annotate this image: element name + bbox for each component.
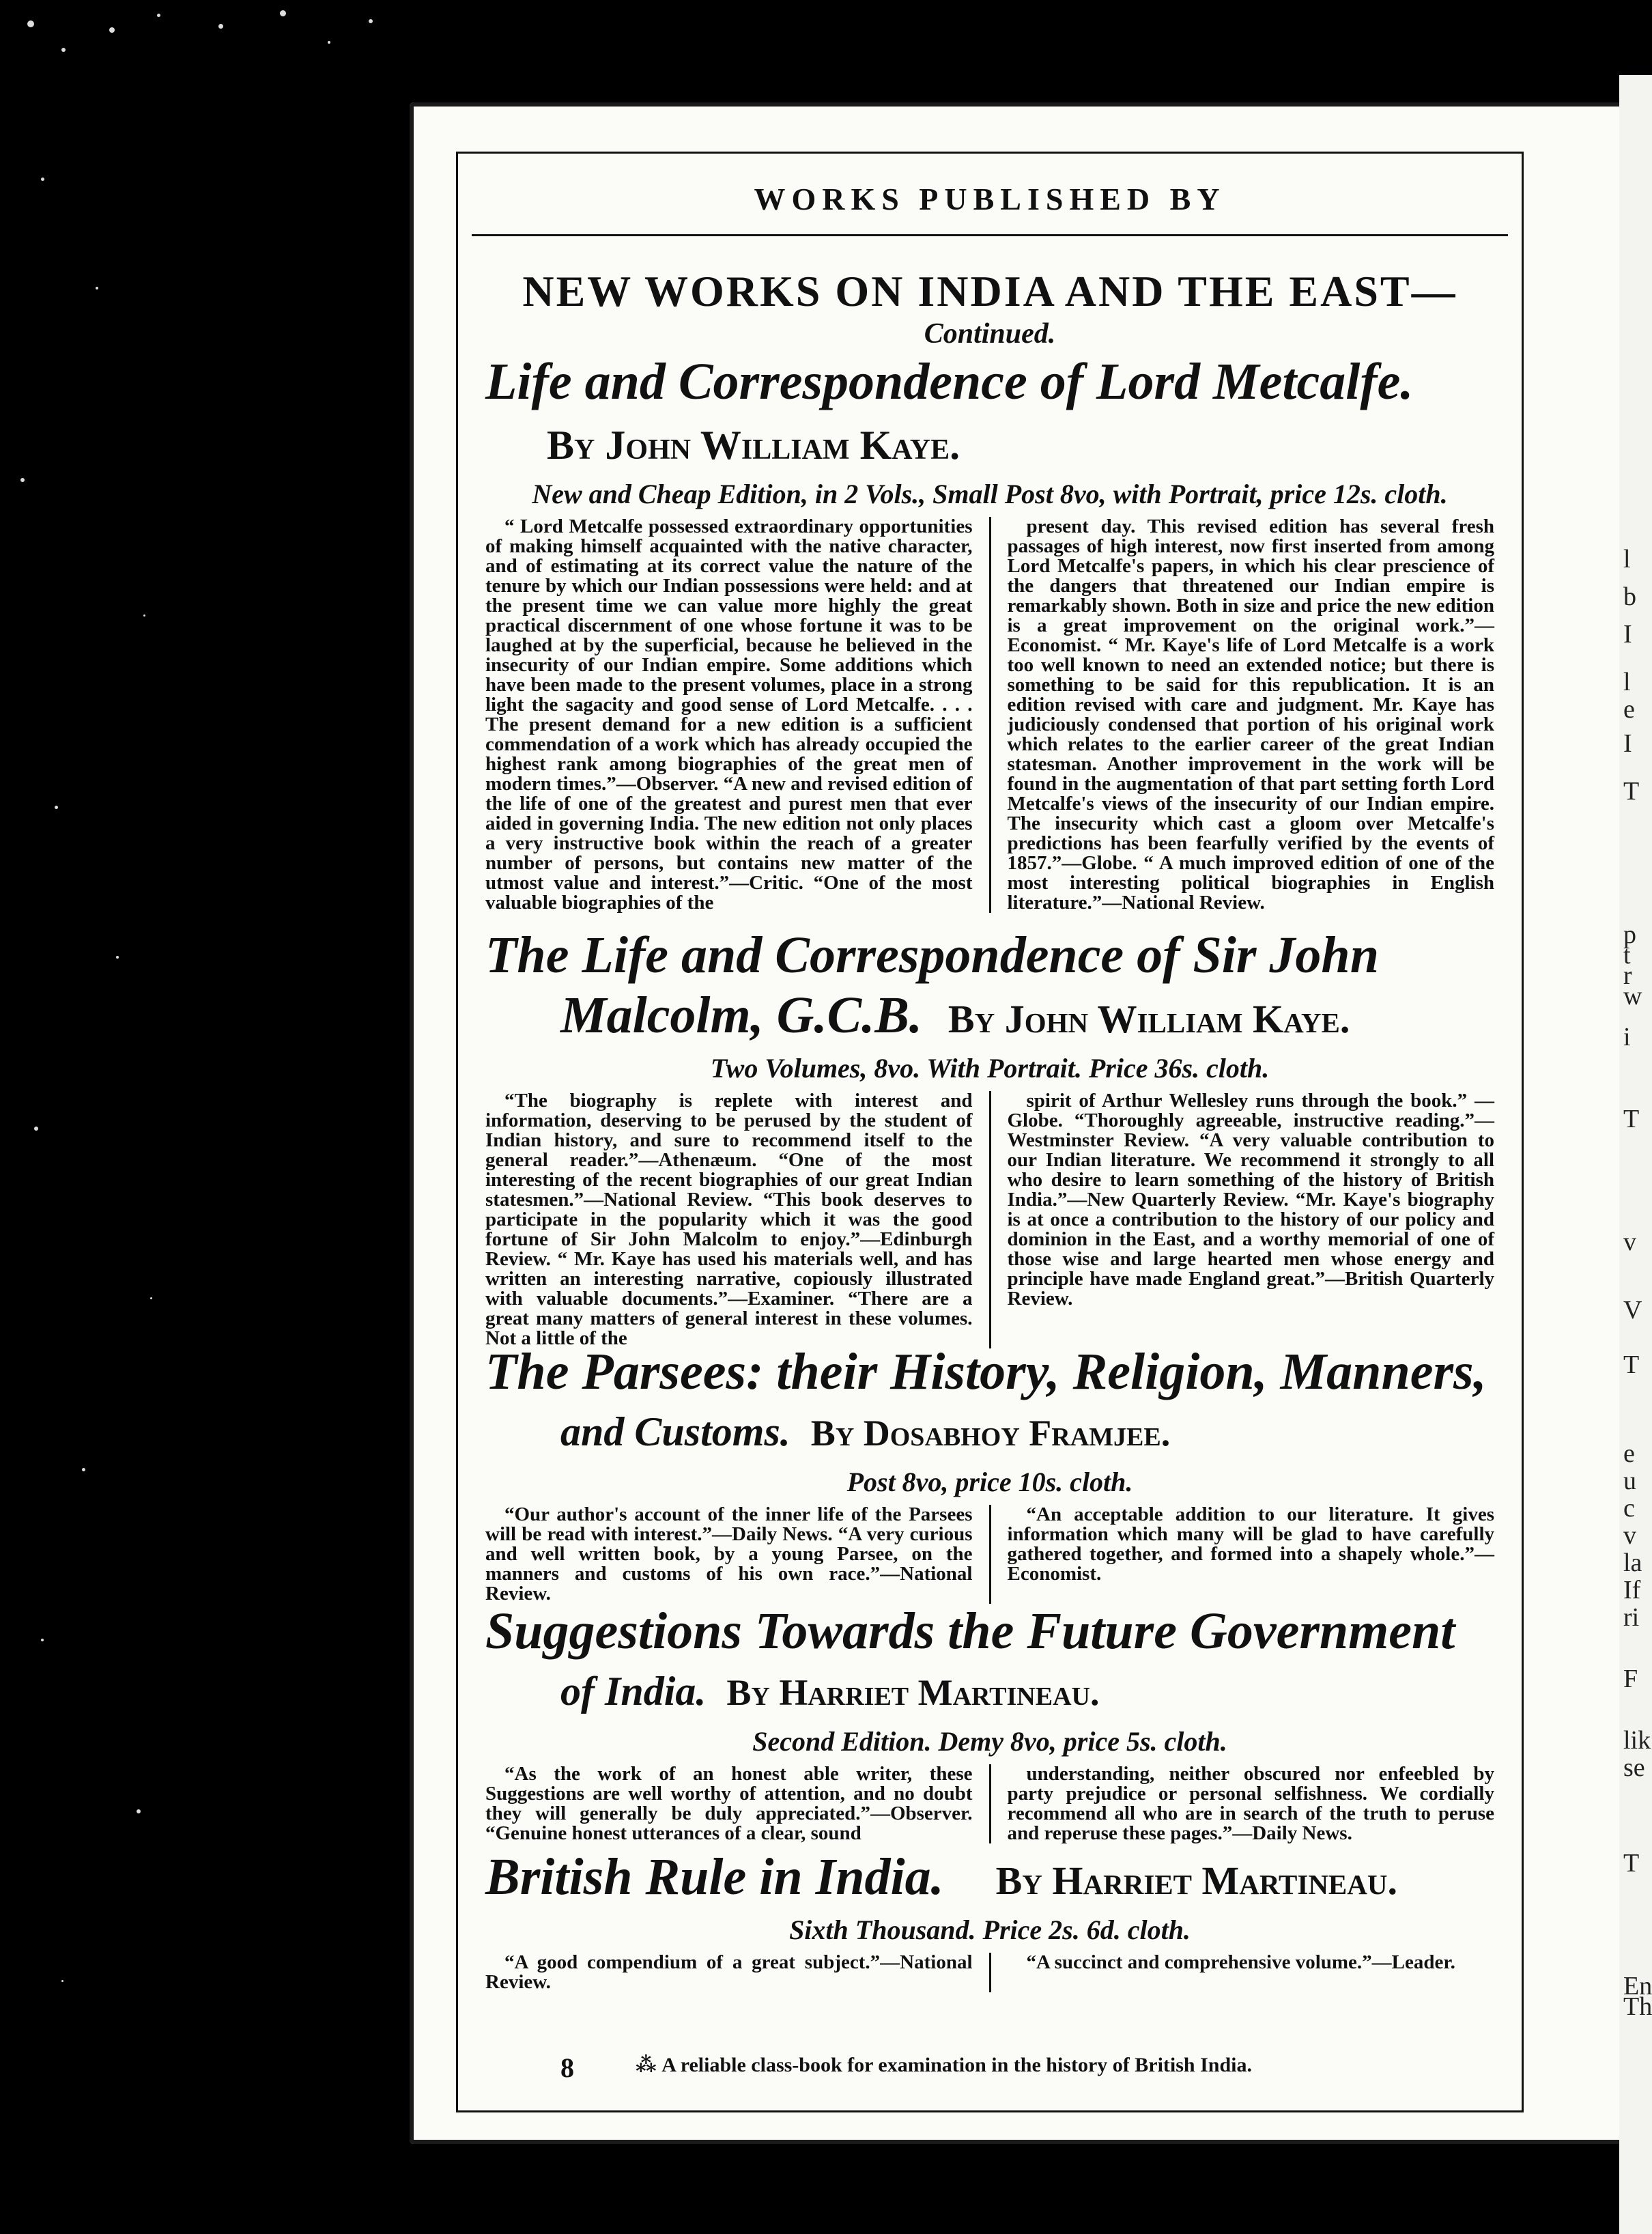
header-rule xyxy=(472,234,1508,236)
asterism-icon: ⁂ xyxy=(636,2054,662,2076)
column-divider xyxy=(989,1764,991,1843)
scan-speck xyxy=(55,806,58,809)
book-title: The Parsees: their History, Religion, Manners, xyxy=(485,1343,1487,1400)
edge-fragment: e xyxy=(1623,1439,1635,1468)
scan-speck xyxy=(137,1809,141,1813)
review-column-right: understanding, neither obscured nor enfeebled by party prejudice or personal selfishness. We cordially recommend all who are in search of the truth to peruse and reperuse these pages.”—Daily News. xyxy=(1007,1763,1494,1844)
book-edition: Two Volumes, 8vo. With Portrait. Price 36s. cloth. xyxy=(710,1053,1270,1084)
scan-speck xyxy=(96,287,98,289)
edge-fragment: c xyxy=(1623,1494,1635,1523)
book-title-cont: of India. xyxy=(560,1669,707,1714)
book-byline: By John William Kaye. xyxy=(948,997,1350,1041)
review-columns xyxy=(485,1764,1494,1843)
book-title: Life and Correspondence of Lord Metcalfe. xyxy=(485,353,1414,410)
edge-fragment: En xyxy=(1623,1972,1652,2000)
scan-speck xyxy=(280,10,286,16)
scan-speck xyxy=(369,19,373,23)
book-title-cont: and Customs. xyxy=(560,1409,791,1454)
edge-fragment: v xyxy=(1623,1228,1636,1256)
scan-speck xyxy=(116,956,119,959)
book-byline: By Harriet Martineau. xyxy=(726,1672,1100,1713)
edge-fragment: la xyxy=(1623,1549,1642,1577)
section-continued: Continued. xyxy=(924,318,1056,350)
scan-speck xyxy=(328,41,330,44)
edge-fragment: T xyxy=(1623,1105,1640,1133)
scan-speck xyxy=(34,1127,38,1131)
scan-speck xyxy=(218,24,223,29)
edge-fragment: If xyxy=(1623,1576,1641,1604)
edge-fragment: l xyxy=(1623,668,1631,696)
edge-fragment: Th xyxy=(1623,1992,1652,2021)
review-columns xyxy=(485,1953,1494,1992)
scan-speck xyxy=(82,1468,85,1471)
edge-fragment: V xyxy=(1623,1296,1642,1325)
running-header: WORKS PUBLISHED BY xyxy=(754,182,1226,216)
review-column-left: “Our author's account of the inner life of the Parsees will be read with interest.”—Daily News. “A very curious and well written book, by a young Parsee, on the manners and customs of his own race.”—National Review. xyxy=(485,1503,973,1604)
edge-fragment: v xyxy=(1623,1521,1636,1550)
book-edition: Post 8vo, price 10s. cloth. xyxy=(846,1467,1133,1497)
review-column-left: “A good compendium of a great subject.”—National Review. xyxy=(485,1951,973,1993)
scan-speck xyxy=(20,478,25,482)
edge-fragment: p xyxy=(1623,920,1636,949)
edge-fragment: se xyxy=(1623,1753,1645,1782)
edge-fragment: r xyxy=(1623,961,1632,990)
edge-fragment: T xyxy=(1623,777,1640,806)
edge-fragment: F xyxy=(1623,1665,1638,1693)
section-title: NEW WORKS ON INDIA AND THE EAST— xyxy=(522,267,1457,315)
column-divider xyxy=(989,1091,991,1348)
edge-fragment: ri xyxy=(1623,1603,1640,1632)
edge-fragment: l xyxy=(1623,545,1631,574)
edge-fragment: i xyxy=(1623,1023,1631,1051)
book-byline: By John William Kaye. xyxy=(547,423,960,468)
book-edition: Second Edition. Demy 8vo, price 5s. cloth. xyxy=(752,1726,1227,1757)
scan-speck xyxy=(27,20,34,27)
book-edition: New and Cheap Edition, in 2 Vols., Small Post 8vo, with Portrait, price 12s. cloth. xyxy=(532,479,1448,509)
page-frame xyxy=(456,152,1524,2112)
page-number: 8 xyxy=(560,2052,574,2083)
column-divider xyxy=(989,517,991,913)
scan-speck xyxy=(41,1639,44,1641)
edge-fragment: T xyxy=(1623,1849,1640,1878)
review-column-right: present day. This revised edition has several fresh passages of high interest, now first inserted from among Lord Metcalfe's papers, in which his clear prescience of the dangers that threatened our Indian empire is remarkably shown. Both in size and price the new edition is a great improvement on the original work.”—Economist. “ Mr. Kaye's life of Lord Metcalfe is a work too well known to need an extended notice; but there is something to be said for this republication. It is an edition revised with care and judgment. Mr. Kaye has judiciously condensed that portion of his original work which relates to the earlier career of the great Indian statesman. Another improvement in the work will be found in the augmentation of that part setting forth Lord Metcalfe's views of the insecurity of our Indian empire. The insecurity which cast a gloom over Metcalfe's predictions has been fearfully verified by the events of 1857.”—Globe. “ A much improved edition of one of the most interesting political biographies in English literature.”—National Review. xyxy=(1007,515,1494,914)
footer-note: ⁂ A reliable class-book for examination in the history of British India. xyxy=(636,2054,1252,2076)
review-columns xyxy=(485,517,1494,913)
edge-fragment: u xyxy=(1623,1467,1636,1495)
column-divider xyxy=(989,1953,991,1992)
column-divider xyxy=(989,1505,991,1604)
book-entry-british-rule xyxy=(485,1847,1494,1992)
book-entry-malcolm xyxy=(485,925,1494,1348)
adjacent-page-edge xyxy=(1619,75,1652,2234)
scan-speck xyxy=(157,14,160,17)
book-title: The Life and Correspondence of Sir John xyxy=(485,927,1379,984)
scan-speck xyxy=(61,1980,63,1982)
book-byline: By Dosabhoy Framjee. xyxy=(810,1413,1171,1454)
scan-speck xyxy=(41,178,44,181)
review-column-right: “An acceptable addition to our literature. It gives information which many will be glad to have carefully gathered together, and formed into a shapely whole.”—Economist. xyxy=(1007,1503,1494,1585)
book-entry-suggestions xyxy=(485,1601,1494,1843)
book-entry-parsees xyxy=(485,1342,1494,1604)
review-columns xyxy=(485,1091,1494,1348)
review-column-right: spirit of Arthur Wellesley runs through the book.” —Globe. “Thoroughly agreeable, instructive reading.”—Westminster Review. “A very valuable contribution to our Indian literature. We recommend it strongly to all who desire to learn something of the history of British India.”—New Quarterly Review. “Mr. Kaye's biography is at once a contribution to the history of our policy and dominion in the East, and a worthy memorial of one of those wise and large hearted men whose energy and principle have made England great.”—British Quarterly Review. xyxy=(1007,1090,1494,1310)
book-edition: Sixth Thousand. Price 2s. 6d. cloth. xyxy=(789,1914,1191,1945)
review-column-left: “The biography is replete with interest and information, deserving to be perused by the student of Indian history, and sure to recommend itself to the general reader.”—Athenæum. “One of the most interesting of the recent biographies of our great Indian statesmen.”—National Review. “This book deserves to participate in the popularity which it was the good fortune of Sir John Malcolm to enjoy.”—Edinburgh Review. “ Mr. Kaye has used his materials well, and has written an interesting narrative, copiously illustrated with valuable documents.”—Examiner. “There are a great many matters of general interest in these volumes. Not a little of the xyxy=(485,1090,973,1349)
book-title: Suggestions Towards the Future Government xyxy=(485,1602,1455,1660)
book-entry-metcalfe xyxy=(485,352,1494,913)
review-column-left: “As the work of an honest able writer, these Suggestions are well worthy of attention, and no doubt they will generally be duly appreciated.”—Observer. “Genuine honest utterances of a clear, sound xyxy=(485,1763,973,1844)
edge-fragment: b xyxy=(1623,582,1636,611)
review-columns xyxy=(485,1505,1494,1604)
edge-fragment: T xyxy=(1623,1351,1640,1379)
review-column-left: “ Lord Metcalfe possessed extraordinary opportunities of making himself acquainted with the native character, and of estimating at its correct value the nature of the tenure by which our Indian possessions were held: and at the present time we can value more highly the great practical discernment of one whose fortune it was to be laughed at by the superficial, because he believed in the insecurity of our Indian empire. Some additions which have been made to the present volumes, place in a strong light the sagacity and good sense of Lord Metcalfe. . . . The present demand for a new edition is a sufficient commendation of a work which has already occupied the highest rank among biographies of the great men of modern times.”—Observer. “A new and revised edition of the life of one of the greatest and purest men that ever aided in governing India. The new edition not only places a very instructive book within the reach of a greater number of persons, but contains new matter of the utmost value and interest.”—Critic. “One of the most valuable biographies of the xyxy=(485,515,973,914)
edge-fragment: e xyxy=(1623,695,1635,724)
book-title: British Rule in India. xyxy=(485,1848,944,1906)
edge-fragment: t xyxy=(1623,941,1631,970)
edge-fragment: lik xyxy=(1623,1726,1651,1755)
edge-fragment: I xyxy=(1623,620,1632,649)
scan-speck xyxy=(150,1297,152,1299)
book-title-cont: Malcolm, G.C.B. xyxy=(560,987,922,1044)
edge-fragment: I xyxy=(1623,729,1632,758)
book-byline: By Harriet Martineau. xyxy=(995,1858,1397,1903)
scan-speck xyxy=(61,48,66,52)
edge-fragment: w xyxy=(1623,982,1642,1010)
scan-speck xyxy=(109,27,115,33)
review-column-right: “A succinct and comprehensive volume.”—Leader. xyxy=(1026,1951,1455,1973)
scan-speck xyxy=(143,614,145,617)
